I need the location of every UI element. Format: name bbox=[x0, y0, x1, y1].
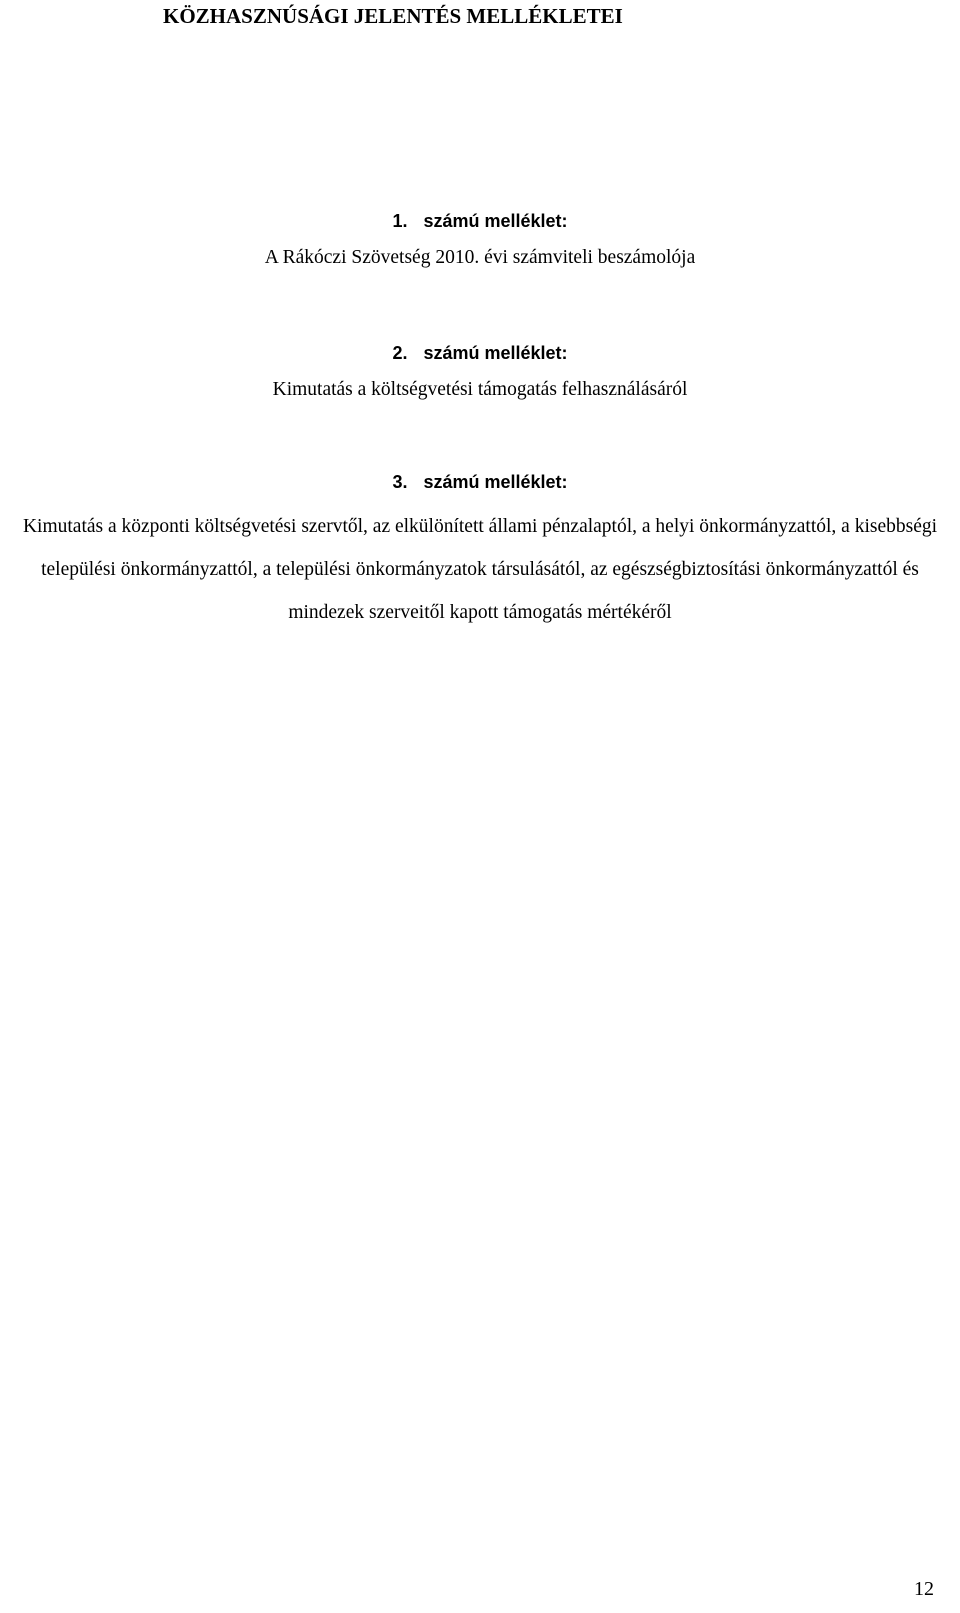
annex-2-description: Kimutatás a költségvetési támogatás felhasználásáról bbox=[272, 379, 688, 400]
annex-2-heading bbox=[0, 340, 960, 366]
annex-1 bbox=[0, 208, 960, 270]
annex-3-description: Kimutatás a központi költségvetési szervtől, az elkülönített állami pénzalaptól, a helyi önkormányzattól, a kisebbségi települési önkormányzattól, a települési önkormányzatok társulásától, az egészségbiztosítási önkormányzattól és mindezek szerveitől kapott támogatás mértékéről bbox=[22, 516, 938, 623]
annex-3 bbox=[0, 469, 960, 634]
annex-3-heading bbox=[0, 469, 960, 495]
document-title: KÖZHASZNÚSÁGI JELENTÉS MELLÉKLETEI bbox=[163, 4, 623, 28]
annex-2 bbox=[0, 340, 960, 402]
annex-2-label: számú melléklet: bbox=[423, 343, 568, 363]
annex-1-description: A Rákóczi Szövetség 2010. évi számviteli beszámolója bbox=[264, 247, 696, 268]
annex-1-heading bbox=[0, 208, 960, 234]
annex-1-number: 1. bbox=[392, 211, 408, 231]
page-number: 12 bbox=[914, 1578, 934, 1600]
annex-3-label: számú melléklet: bbox=[423, 472, 568, 492]
annex-3-number: 3. bbox=[392, 472, 408, 492]
annex-1-label: számú melléklet: bbox=[423, 211, 568, 231]
annex-2-number: 2. bbox=[392, 343, 408, 363]
